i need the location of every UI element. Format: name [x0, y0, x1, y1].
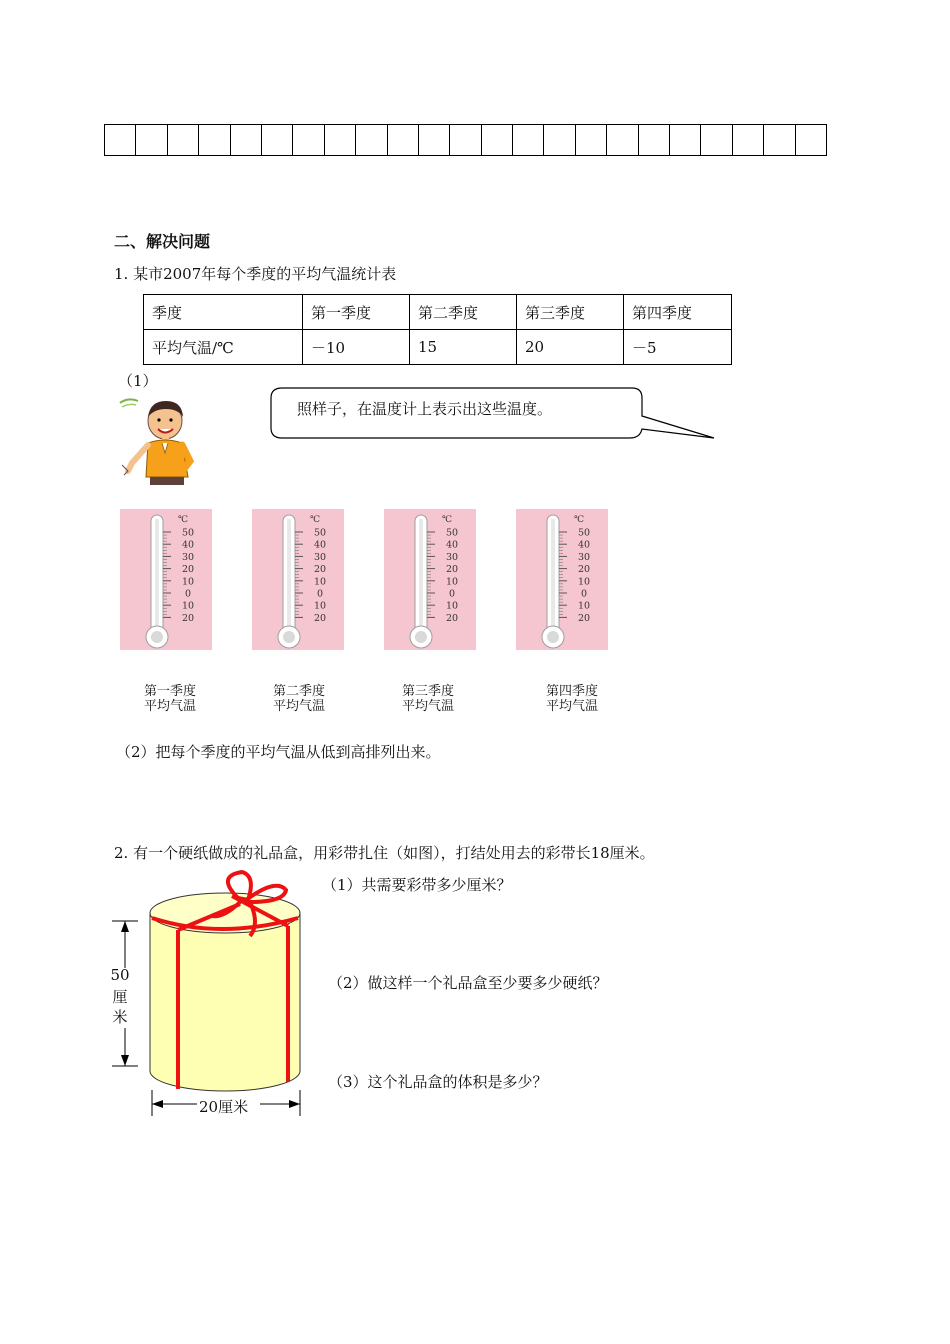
thermometer-unit: ℃ — [573, 515, 585, 525]
table-cell: 第三季度 — [517, 295, 624, 330]
thermometer — [120, 509, 212, 650]
gift-box-diagram — [100, 868, 315, 1123]
problem2-question-1: （1）共需要彩带多少厘米？ — [322, 876, 512, 894]
thermometer-tick-label: 40 — [313, 539, 327, 551]
table-cell: 15 — [410, 330, 517, 365]
thermometer — [252, 509, 344, 650]
thermometer-tick-label: 20 — [313, 564, 327, 576]
thermometer-label-line1: 第一季度 — [143, 684, 196, 699]
sub-question-1-label: （1） — [118, 372, 158, 390]
thermometer-tick-label: 0 — [580, 588, 588, 600]
thermometer-label — [254, 684, 344, 714]
height-unit-1: 厘 — [112, 988, 128, 1006]
problem2-text: 2. 有一个硬纸做成的礼品盒，用彩带扎住（如图），打结处用去的彩带长18厘米。 — [114, 844, 655, 862]
thermometer-label — [527, 684, 617, 714]
thermometer-tick-label: 10 — [445, 600, 459, 612]
thermometer-tick-label: 50 — [445, 527, 459, 539]
thermometer-label-line1: 第四季度 — [545, 684, 598, 699]
thermometer-label-line1: 第二季度 — [272, 684, 325, 699]
thermometer-label-line2: 平均气温 — [401, 699, 454, 714]
thermometer-unit: ℃ — [441, 515, 453, 525]
sub-question-2: （2）把每个季度的平均气温从低到高排列出来。 — [116, 743, 441, 761]
thermometer-tick-label: 40 — [577, 539, 591, 551]
thermometer-unit: ℃ — [309, 515, 321, 525]
thermometer-label-line1: 第三季度 — [401, 684, 454, 699]
thermometer-tick-label: 10 — [313, 600, 327, 612]
thermometer-tick-label: 30 — [577, 551, 591, 563]
table-cell: 第二季度 — [410, 295, 517, 330]
thermometer-tick-label: 0 — [184, 588, 192, 600]
thermometer-tick-label: 10 — [577, 576, 591, 588]
thermometer-bore — [419, 519, 423, 631]
thermometer-label — [125, 684, 215, 714]
table-cell: 季度 — [144, 295, 303, 330]
thermometer-label-line2: 平均气温 — [272, 699, 325, 714]
thermometer-tick-label: 30 — [445, 551, 459, 563]
thermometer-tick-label: 20 — [181, 564, 195, 576]
thermometer-tick-label: 20 — [445, 612, 459, 624]
thermometer-bore — [551, 519, 555, 631]
thermometer-bulb-core — [151, 631, 163, 643]
thermometer-tick-label: 20 — [181, 612, 195, 624]
height-value: 50 — [110, 966, 130, 984]
table-cell: 第四季度 — [624, 295, 732, 330]
thermometer-tick-label: 20 — [577, 612, 591, 624]
thermometer-label-line2: 平均气温 — [143, 699, 196, 714]
thermometer-tick-label: 10 — [181, 600, 195, 612]
problem2-question-3: （3）这个礼品盒的体积是多少？ — [328, 1073, 548, 1091]
thermometer-bore — [287, 519, 291, 631]
thermometer-panel — [516, 509, 608, 650]
thermometer-tick-label: 10 — [181, 576, 195, 588]
section-title: 二、解决问题 — [114, 232, 211, 251]
diameter-label: 20厘米 — [199, 1098, 249, 1116]
problem1-text: 1. 某市2007年每个季度的平均气温统计表 — [114, 265, 397, 283]
thermometer-panel — [384, 509, 476, 650]
table-cell: 平均气温/℃ — [144, 330, 303, 365]
thermometer-panel — [252, 509, 344, 650]
thermometer-bulb-core — [283, 631, 295, 643]
thermometer-tick-label: 50 — [181, 527, 195, 539]
table-cell: 20 — [517, 330, 624, 365]
thermometer-bore — [155, 519, 159, 631]
thermometer-tick-label: 10 — [577, 600, 591, 612]
thermometer-tick-label: 20 — [445, 564, 459, 576]
table-cell: －10 — [303, 330, 410, 365]
speech-text: 照样子，在温度计上表示出这些温度。 — [297, 400, 553, 418]
height-unit-2: 米 — [112, 1008, 128, 1026]
thermometer-tick-label: 30 — [313, 551, 327, 563]
problem2-question-2: （2）做这样一个礼品盒至少要多少硬纸？ — [328, 974, 608, 992]
thermometer-tick-label: 0 — [316, 588, 324, 600]
thermometer-unit: ℃ — [177, 515, 189, 525]
thermometer-tick-label: 40 — [445, 539, 459, 551]
thermometer-tick-label: 40 — [181, 539, 195, 551]
thermometer-tick-label: 30 — [181, 551, 195, 563]
thermometer-panel — [120, 509, 212, 650]
thermometer — [384, 509, 476, 650]
thermometer-label — [383, 684, 473, 714]
thermometer-tick-label: 50 — [313, 527, 327, 539]
thermometer-tick-label: 10 — [445, 576, 459, 588]
table-cell: －5 — [624, 330, 732, 365]
thermometer-tick-label: 50 — [577, 527, 591, 539]
thermometer-tick-label: 20 — [313, 612, 327, 624]
table-cell: 第一季度 — [303, 295, 410, 330]
thermometer — [516, 509, 608, 650]
thermometer-tick-label: 10 — [313, 576, 327, 588]
thermometer-bulb-core — [415, 631, 427, 643]
thermometer-label-line2: 平均气温 — [545, 699, 598, 714]
thermometer-bulb-core — [547, 631, 559, 643]
thermometer-tick-label: 0 — [448, 588, 456, 600]
thermometer-tick-label: 20 — [577, 564, 591, 576]
